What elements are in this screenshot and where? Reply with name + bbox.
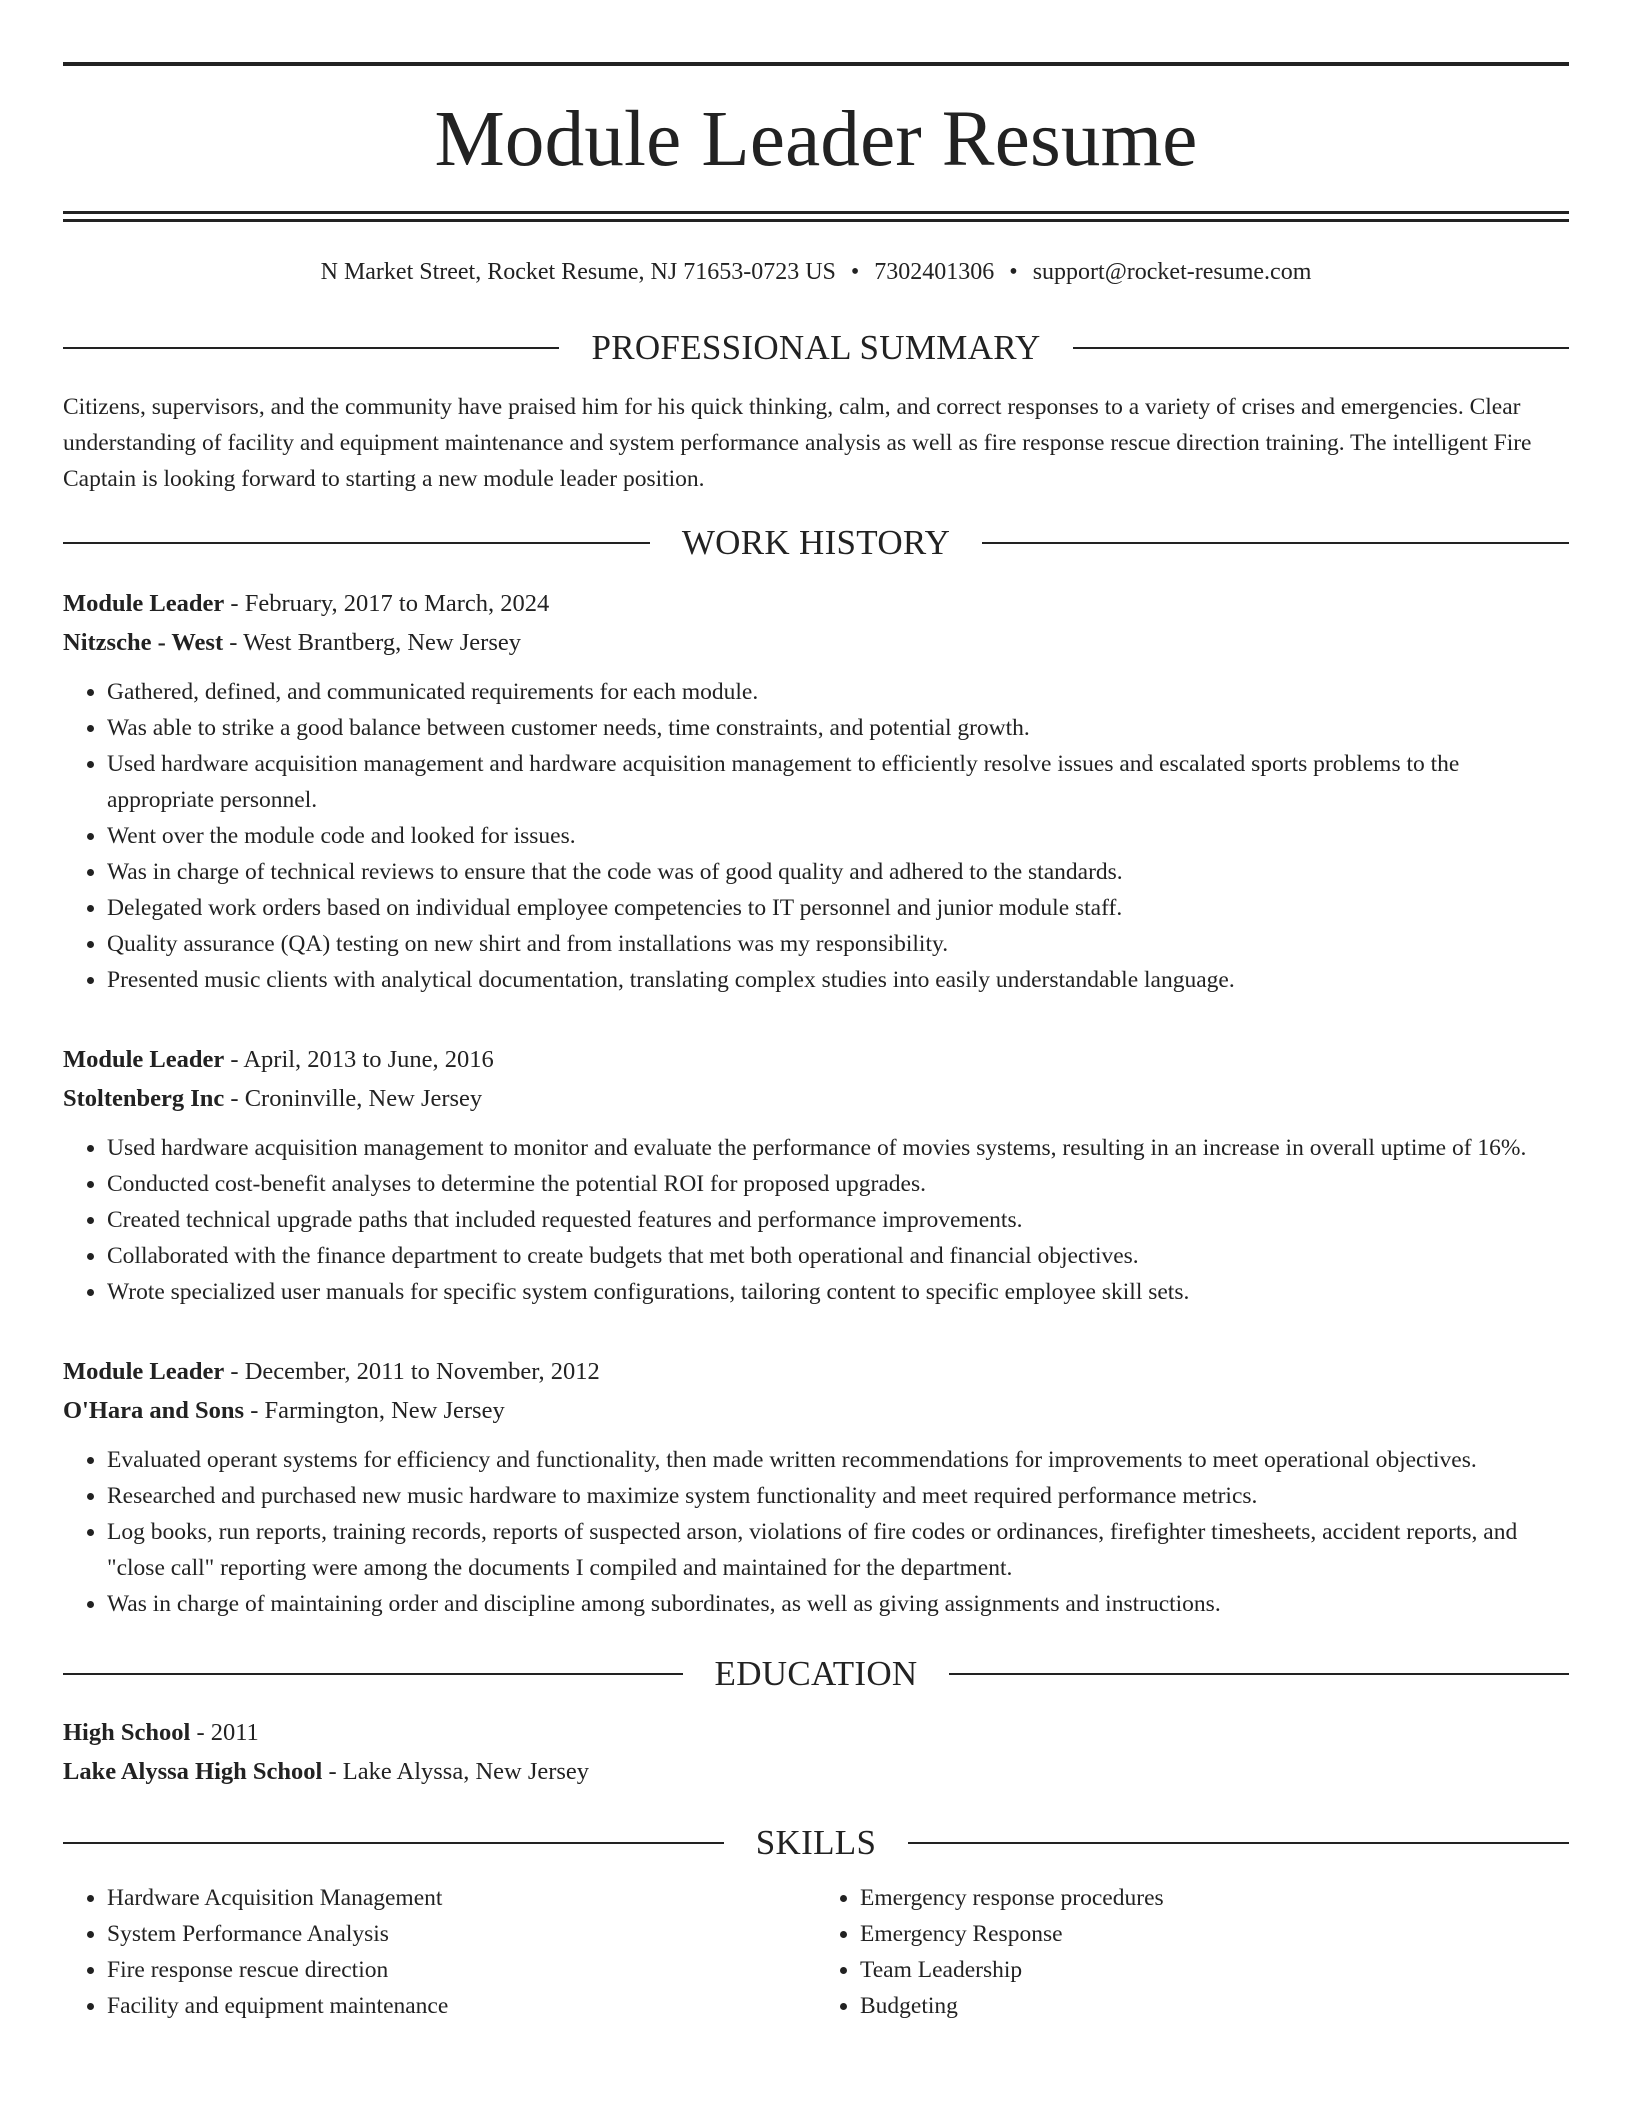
job-title: Module Leader <box>63 1046 225 1073</box>
job-title-line <box>63 584 1569 623</box>
contact-separator: • <box>850 259 860 285</box>
education-year: - 2011 <box>190 1719 259 1746</box>
job-bullet: • Delegated work orders based on individual employee competencies to IT personnel and junior module staff. <box>107 890 1569 926</box>
section-heading-work-history <box>63 525 1569 560</box>
education-degree-line <box>63 1713 1569 1752</box>
section-heading-label: WORK HISTORY <box>681 523 951 562</box>
heading-rule <box>63 1673 683 1675</box>
heading-rule <box>908 1842 1569 1844</box>
job-company-line <box>63 1391 1569 1430</box>
work-history-list <box>63 584 1569 1622</box>
job-dates: - April, 2013 to June, 2016 <box>224 1046 494 1073</box>
skills-column-left <box>63 1880 816 2024</box>
job-company-line <box>63 1079 1569 1118</box>
job-bullet: • Wrote specialized user manuals for specific system configurations, tailoring content to specific employee skill sets. <box>107 1274 1569 1310</box>
job-bullets <box>63 674 1569 998</box>
heading-rule <box>982 542 1569 544</box>
section-heading-label: SKILLS <box>755 1823 877 1862</box>
education-degree: High School <box>63 1719 191 1746</box>
section-heading-summary <box>63 330 1569 365</box>
section-heading-label: PROFESSIONAL SUMMARY <box>591 328 1041 367</box>
job-dates: - February, 2017 to March, 2024 <box>224 590 550 617</box>
resume-title: Module Leader Resume <box>434 96 1198 183</box>
contact-line <box>63 260 1569 284</box>
job-company: Nitzsche - West <box>63 629 224 656</box>
contact-address: N Market Street, Rocket Resume, NJ 71653-0723 US <box>320 259 836 285</box>
job-location: - West Brantberg, New Jersey <box>223 629 521 656</box>
skill-item: • Fire response rescue direction <box>107 1952 816 1988</box>
skill-item: • Budgeting <box>860 1988 1569 2024</box>
job-title: Module Leader <box>63 1358 225 1385</box>
job-location: - Farmington, New Jersey <box>244 1397 505 1424</box>
top-rule <box>63 62 1569 66</box>
job-company: Stoltenberg Inc <box>63 1085 225 1112</box>
job-entry <box>63 584 1569 998</box>
job-bullet: • Collaborated with the finance department to create budgets that met both operational and financial objectives. <box>107 1238 1569 1274</box>
skills-grid <box>63 1880 1569 2024</box>
job-bullet: • Quality assurance (QA) testing on new shirt and from installations was my responsibility. <box>107 926 1569 962</box>
heading-rule <box>1073 347 1569 349</box>
job-dates: - December, 2011 to November, 2012 <box>224 1358 600 1385</box>
contact-separator: • <box>1009 259 1018 285</box>
section-heading-education <box>63 1656 1569 1691</box>
job-bullet: • Was in charge of maintaining order and discipline among subordinates, as well as giving assignments and instructions. <box>107 1586 1569 1622</box>
job-entry <box>63 1352 1569 1622</box>
skills-column-right <box>816 1880 1569 2024</box>
job-bullet: • Researched and purchased new music hardware to maximize system functionality and meet required performance metrics. <box>107 1478 1569 1514</box>
heading-rule <box>949 1673 1569 1675</box>
job-location: - Croninville, New Jersey <box>224 1085 483 1112</box>
skill-item: • Hardware Acquisition Management <box>107 1880 816 1916</box>
job-bullets <box>63 1130 1569 1310</box>
job-bullet: • Went over the module code and looked for issues. <box>107 818 1569 854</box>
job-title: Module Leader <box>63 590 225 617</box>
education-school-line <box>63 1752 1569 1791</box>
job-bullet: • Gathered, defined, and communicated requirements for each module. <box>107 674 1569 710</box>
job-title-line <box>63 1040 1569 1079</box>
contact-phone: 7302401306 <box>874 259 995 285</box>
job-bullet: • Was in charge of technical reviews to ensure that the code was of good quality and adhered to the standards. <box>107 854 1569 890</box>
education-school: Lake Alyssa High School <box>63 1758 323 1785</box>
section-heading-skills <box>63 1825 1569 1860</box>
job-bullet: • Conducted cost-benefit analyses to determine the potential ROI for proposed upgrades. <box>107 1166 1569 1202</box>
job-entry <box>63 1040 1569 1310</box>
job-company-line <box>63 623 1569 662</box>
job-bullets <box>63 1442 1569 1622</box>
job-bullet: • Used hardware acquisition management and hardware acquisition management to efficiently resolve issues and escalated sports problems to the appropriate personnel. <box>107 746 1569 818</box>
job-company: O'Hara and Sons <box>63 1397 245 1424</box>
education-entry <box>63 1713 1569 1791</box>
skill-item: • Emergency Response <box>860 1916 1569 1952</box>
skill-item: • Team Leadership <box>860 1952 1569 1988</box>
heading-rule <box>63 1842 724 1844</box>
job-bullet: • Created technical upgrade paths that included requested features and performance improvements. <box>107 1202 1569 1238</box>
job-title-line <box>63 1352 1569 1391</box>
job-bullet: • Was able to strike a good balance between customer needs, time constraints, and potential growth. <box>107 710 1569 746</box>
skill-item: • System Performance Analysis <box>107 1916 816 1952</box>
job-bullet: • Log books, run reports, training records, reports of suspected arson, violations of fire codes or ordinances, firefighter timesheets, accident reports, and "close call" reporting were among the documents I compiled and maintained for the department. <box>107 1514 1569 1586</box>
section-heading-label: EDUCATION <box>714 1654 918 1693</box>
education-location: - Lake Alyssa, New Jersey <box>322 1758 590 1785</box>
professional-summary: Citizens, supervisors, and the community have praised him for his quick thinking, calm, and correct responses to a variety of crises and emergencies. Clear understanding of facility and equipment maintenance and system performance analysis as well as fire response rescue direction training. The intelligent Fire Captain is looking forward to starting a new module leader position. <box>63 394 1532 492</box>
contact-email: support@rocket-resume.com <box>1032 259 1312 285</box>
job-bullet: • Used hardware acquisition management to monitor and evaluate the performance of movies systems, resulting in an increase in overall uptime of 16%. <box>107 1130 1569 1166</box>
skill-item: • Facility and equipment maintenance <box>107 1988 816 2024</box>
job-bullet: • Evaluated operant systems for efficiency and functionality, then made written recommendations for improvements to meet operational objectives. <box>107 1442 1569 1478</box>
job-bullet: • Presented music clients with analytical documentation, translating complex studies into easily understandable language. <box>107 962 1569 998</box>
heading-rule <box>63 347 559 349</box>
heading-rule <box>63 542 650 544</box>
skill-item: • Emergency response procedures <box>860 1880 1569 1916</box>
title-double-rule <box>63 211 1569 222</box>
